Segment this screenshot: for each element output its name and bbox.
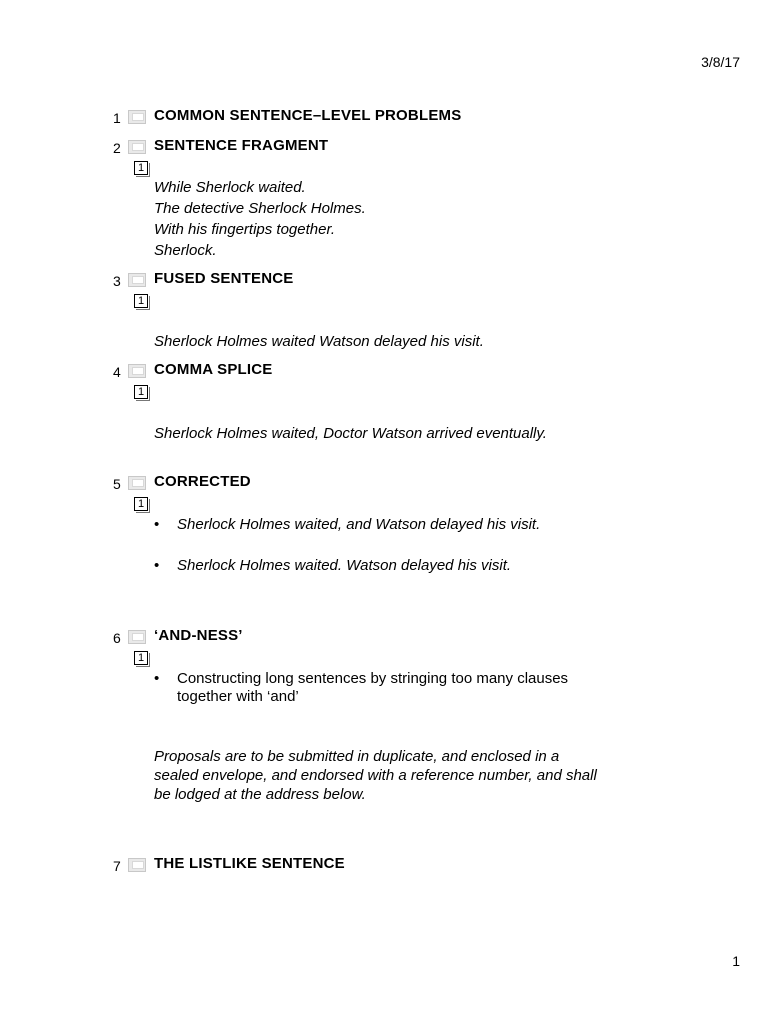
bullet-text: Sherlock Holmes waited, and Watson delayed his visit. bbox=[177, 516, 541, 533]
example-line: Proposals are to be submitted in duplicate, and enclosed in a bbox=[154, 748, 560, 765]
example-line: Sherlock Holmes waited, Doctor Watson arrived eventually. bbox=[154, 425, 547, 442]
sub-slide-icon[interactable]: 1 bbox=[134, 161, 148, 175]
slide-thumbnail-icon[interactable] bbox=[128, 273, 146, 287]
slide-number: 2 bbox=[113, 140, 121, 156]
slide-title: FUSED SENTENCE bbox=[154, 270, 294, 287]
slide-number: 3 bbox=[113, 273, 121, 289]
slide-thumbnail-icon[interactable] bbox=[128, 630, 146, 644]
example-sentences bbox=[154, 423, 547, 444]
sub-slide-icon[interactable]: 1 bbox=[134, 385, 148, 399]
slide-number: 6 bbox=[113, 630, 121, 646]
slide-thumbnail-icon[interactable] bbox=[128, 140, 146, 154]
example-line: With his fingertips together. bbox=[154, 221, 336, 238]
example-sentences bbox=[154, 177, 366, 261]
slide-number: 1 bbox=[113, 110, 121, 126]
slide-number: 5 bbox=[113, 476, 121, 492]
example-paragraph bbox=[154, 747, 597, 804]
example-line: The detective Sherlock Holmes. bbox=[154, 200, 366, 217]
example-line: Sherlock Holmes waited Watson delayed his visit. bbox=[154, 333, 484, 350]
sub-slide-icon[interactable]: 1 bbox=[134, 294, 148, 308]
slide-thumbnail-icon[interactable] bbox=[128, 858, 146, 872]
page-number: 1 bbox=[732, 953, 740, 969]
slide-title: COMMA SPLICE bbox=[154, 361, 273, 378]
example-line: While Sherlock waited. bbox=[154, 179, 306, 196]
bullet-text: Constructing long sentences by stringing too many clauses bbox=[177, 670, 569, 687]
slide-number: 7 bbox=[113, 858, 121, 874]
example-line: be lodged at the address below. bbox=[154, 786, 366, 803]
slide-title: ‘AND-NESS’ bbox=[154, 627, 243, 644]
example-line: Sherlock. bbox=[154, 242, 217, 259]
sub-slide-icon[interactable]: 1 bbox=[134, 497, 148, 511]
slide-title: COMMON SENTENCE–LEVEL PROBLEMS bbox=[154, 107, 462, 124]
page-date: 3/8/17 bbox=[701, 54, 740, 70]
bullet-text: together with ‘and’ bbox=[177, 688, 299, 705]
slide-title: CORRECTED bbox=[154, 473, 251, 490]
example-line: sealed envelope, and endorsed with a reference number, and shall bbox=[154, 767, 597, 784]
slide-number: 4 bbox=[113, 364, 121, 380]
slide-thumbnail-icon[interactable] bbox=[128, 110, 146, 124]
bullet-text: Sherlock Holmes waited. Watson delayed his visit. bbox=[177, 557, 512, 574]
slide-title: SENTENCE FRAGMENT bbox=[154, 137, 329, 154]
sub-slide-icon[interactable]: 1 bbox=[134, 651, 148, 665]
slide-title: THE LISTLIKE SENTENCE bbox=[154, 855, 345, 872]
slide-thumbnail-icon[interactable] bbox=[128, 476, 146, 490]
example-sentences bbox=[154, 331, 484, 352]
slide-thumbnail-icon[interactable] bbox=[128, 364, 146, 378]
